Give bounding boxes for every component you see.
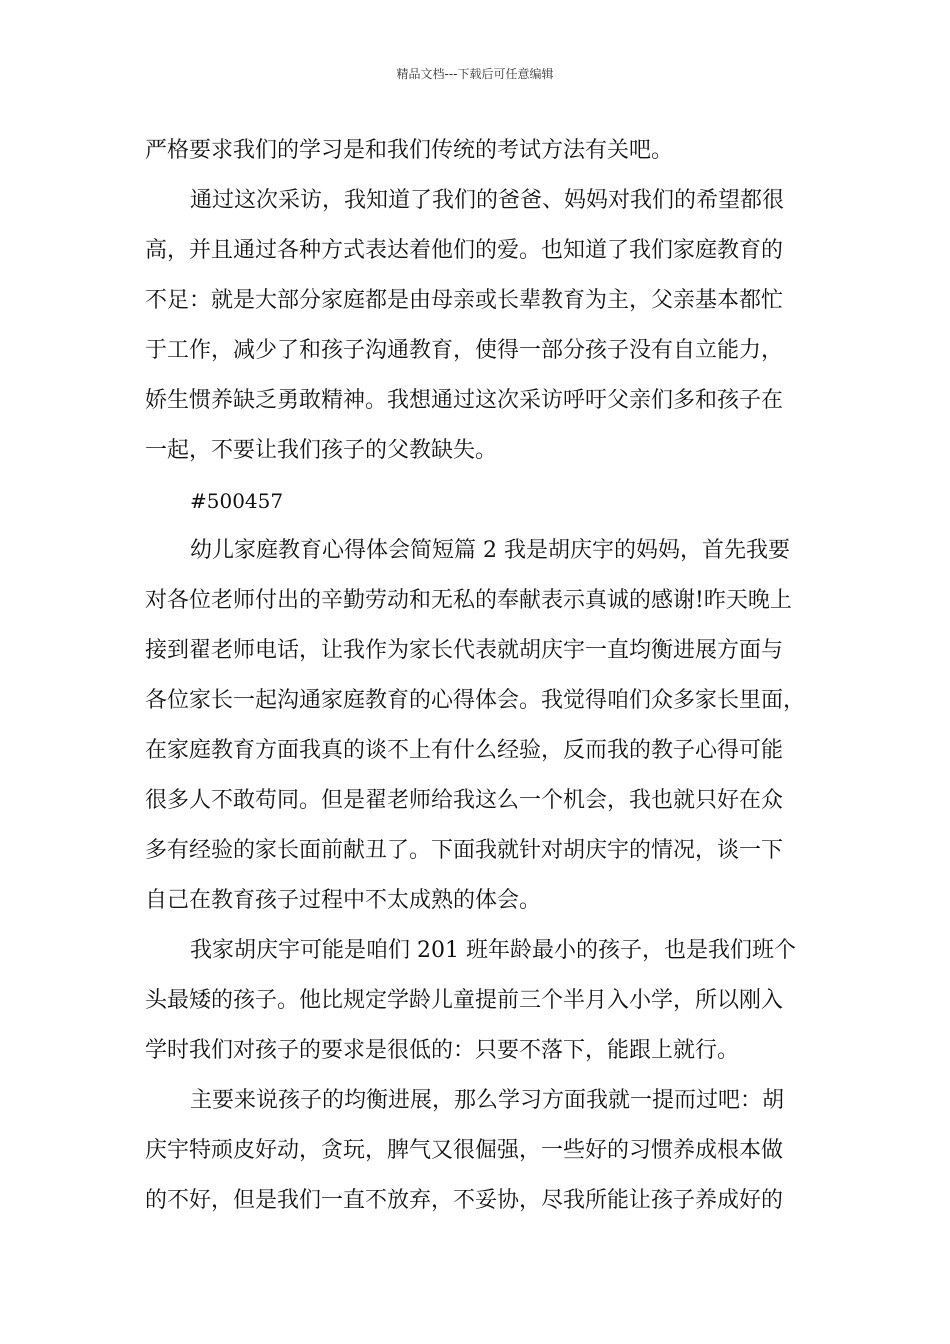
text-line: 庆宇特顽皮好动，贪玩，脾气又很倔强，一些好的习惯养成根本做 [145, 1138, 784, 1163]
text-line: 一起，不要让我们孩子的父教缺失。 [145, 438, 498, 463]
text-line: 很多人不敢苟同。但是翟老师给我这么一个机会，我也就只好在众 [145, 788, 784, 813]
document-id-line: #500457 [190, 489, 284, 513]
paragraph-start-line: 我家胡庆宇可能是咱们 201 班年龄最小的孩子，也是我们班个 [190, 938, 796, 963]
text-line: 头最矮的孩子。他比规定学龄儿童提前三个半月入小学，所以刚入 [145, 988, 784, 1013]
paragraph-start-line: 通过这次采访，我知道了我们的爸爸、妈妈对我们的希望都很 [190, 188, 785, 213]
text-line: 多有经验的家长面前献丑了。下面我就针对胡庆宇的情况，谈一下 [145, 838, 784, 863]
text-line: 于工作，减少了和孩子沟通教育，使得一部分孩子没有自立能力， [145, 338, 784, 363]
text-line: 在家庭教育方面我真的谈不上有什么经验，反而我的教子心得可能 [145, 738, 784, 763]
text-line: 娇生惯养缺乏勇敢精神。我想通过这次采访呼吁父亲们多和孩子在 [145, 388, 784, 413]
paragraph-start-line: 幼儿家庭教育心得体会简短篇 2 我是胡庆宇的妈妈，首先我要 [190, 538, 790, 563]
paragraph-start-line: 主要来说孩子的均衡进展，那么学习方面我就一提而过吧：胡 [190, 1088, 785, 1113]
page-header: 精品文档---下载后可任意编辑 [396, 67, 554, 81]
text-line: 接到翟老师电话，让我作为家长代表就胡庆宇一直均衡进展方面与 [145, 638, 784, 663]
text-line: 严格要求我们的学习是和我们传统的考试方法有关吧。 [145, 138, 674, 163]
text-line: 的不好，但是我们一直不放弃，不妥协，尽我所能让孩子养成好的 [145, 1188, 784, 1213]
document-body [145, 126, 825, 1226]
text-line: 不足：就是大部分家庭都是由母亲或长辈教育为主，父亲基本都忙 [145, 288, 784, 313]
text-line: 高，并且通过各种方式表达着他们的爱。也知道了我们家庭教育的 [145, 238, 784, 263]
text-line: 各位家长一起沟通家庭教育的心得体会。我觉得咱们众多家长里面， [145, 688, 806, 713]
text-line: 自己在教育孩子过程中不太成熟的体会。 [145, 888, 542, 913]
text-line: 学时我们对孩子的要求是很低的：只要不落下，能跟上就行。 [145, 1038, 740, 1063]
text-line: 对各位老师付出的辛勤劳动和无私的奉献表示真诚的感谢!昨天晚上 [145, 588, 792, 613]
